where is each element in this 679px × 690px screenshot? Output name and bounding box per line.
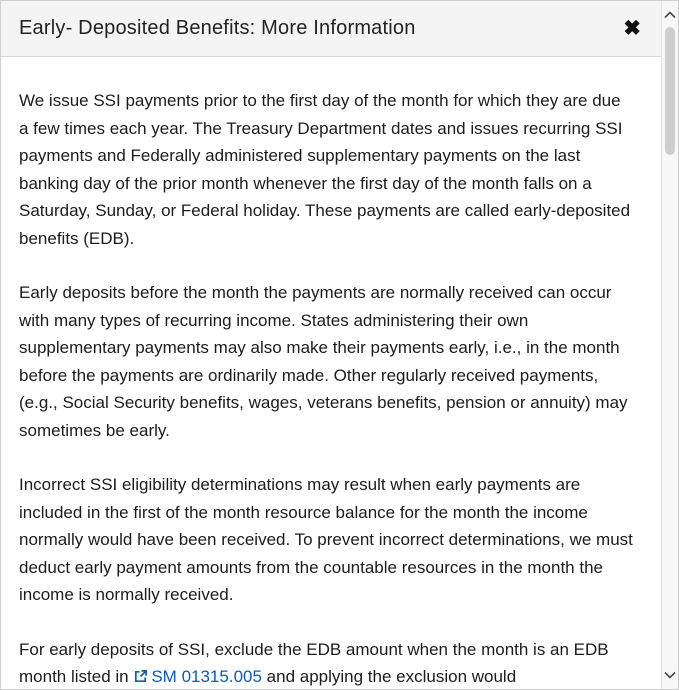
scrollbar[interactable] <box>661 1 678 689</box>
modal-header <box>1 1 661 57</box>
paragraph: We issue SSI payments prior to the first day of the month for which they are due a few times each year. The Treasury Department dates and issues recurring SSI payments and Federally administered supplementary payments on the last banking day of the prior month whenever the first day of the month falls on a Saturday, Sunday, or Federal holiday. These payments are called early-deposited benefits (EDB). <box>19 91 631 248</box>
chevron-down-icon[interactable] <box>662 665 678 685</box>
modal-panel <box>1 1 661 689</box>
page-title: Early- Deposited Benefits: More Information <box>19 17 416 39</box>
paragraph: Early deposits before the month the payments are normally received can occur with many types of recurring income. States administering their own supplementary payments may also make their payments early, i.e., in the month before the payments are ordinarily made. Other regularly received payments, (e.g., Social Security benefits, wages, veterans benefits, pension or annuity) may sometimes be early. <box>19 283 628 440</box>
scrollbar-thumb[interactable] <box>665 27 675 155</box>
paragraph: Incorrect SSI eligibility determinations may result when early payments are included in the first of the month resource balance for the month the income normally would have been received. To prevent incorrect determinations, we must deduct early payment amounts from the countable resources in the month the income is normally received. <box>19 475 633 604</box>
paragraph-text: For early deposits of SSI, exclude the EDB amount when the month is an EDB month listed in <box>19 639 609 686</box>
close-icon[interactable]: ✖ <box>623 17 641 40</box>
reference-link-label: SM 01315.005 <box>151 667 262 686</box>
paragraph <box>19 636 633 690</box>
paragraph-text: and applying the exclusion would <box>261 667 517 686</box>
reference-link[interactable] <box>133 667 262 686</box>
modal-body <box>1 57 661 689</box>
chevron-up-icon[interactable] <box>662 5 678 25</box>
external-link-icon <box>133 665 148 689</box>
